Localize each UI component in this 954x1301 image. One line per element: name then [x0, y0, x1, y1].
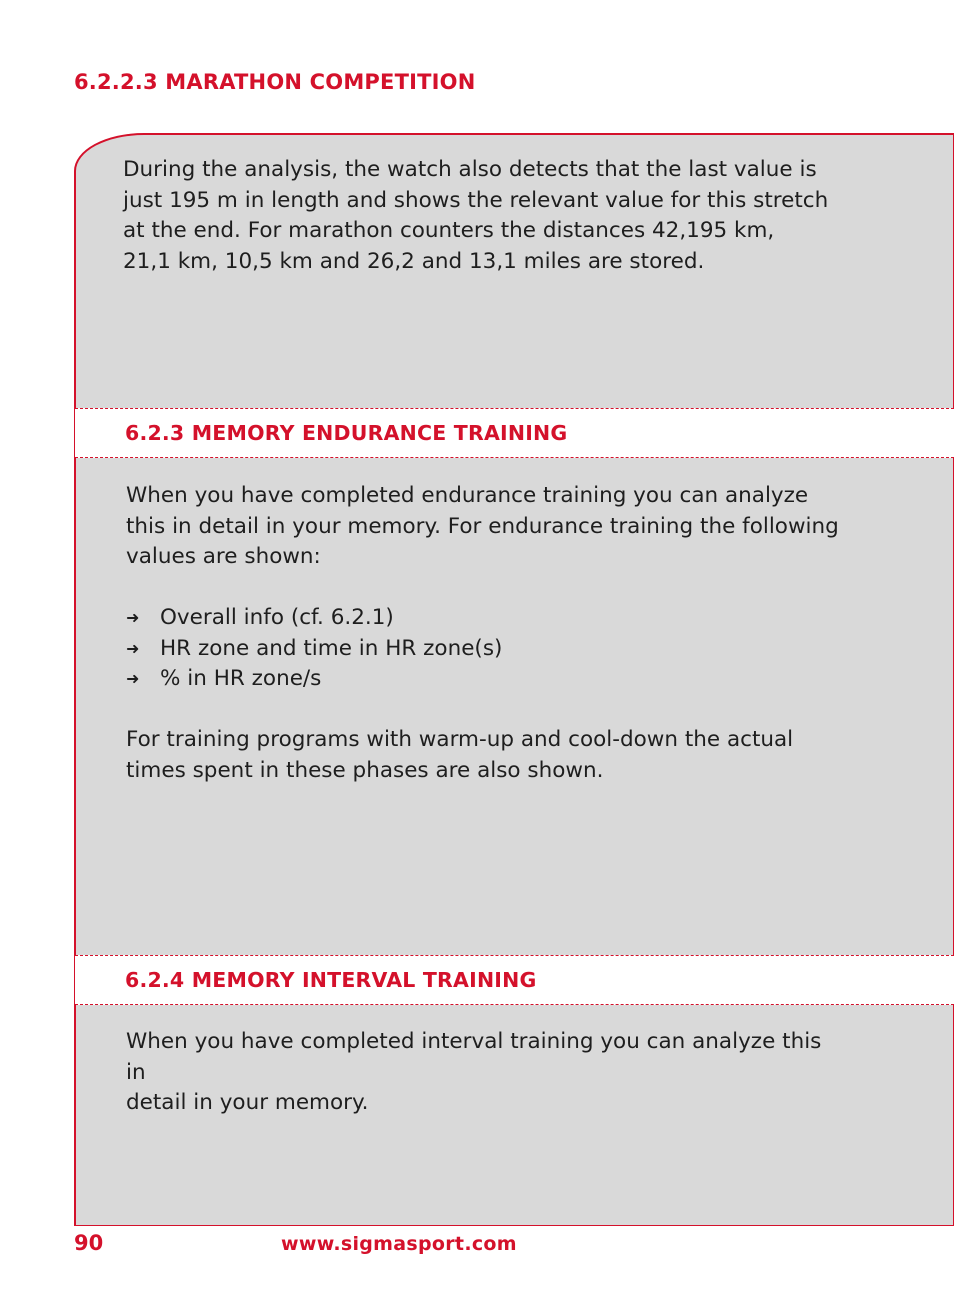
interval-heading-band	[75, 955, 954, 1005]
arrow-right-icon: ➜	[126, 608, 140, 627]
bullet-text: Overall info (cf. 6.2.1)	[160, 605, 394, 630]
endurance-outro-line: times spent in these phases are also shown.	[126, 757, 604, 783]
interval-line: When you have completed interval training you can analyze this in	[126, 1029, 822, 1085]
endurance-heading-band	[75, 408, 954, 458]
bullet-text: % in HR zone/s	[160, 666, 322, 692]
marathon-line: During the analysis, the watch also detects that the last value is	[123, 157, 817, 182]
endurance-intro-line: this in detail in your memory. For endurance training the following	[126, 513, 839, 539]
marathon-paragraph	[123, 155, 843, 278]
website-link[interactable]: www.sigmasport.com	[281, 1233, 517, 1255]
list-item	[126, 634, 502, 665]
interval-paragraph	[126, 1027, 846, 1119]
marathon-line: just 195 m in length and shows the relevant value for this stretch	[123, 187, 829, 213]
endurance-heading: 6.2.3 MEMORY ENDURANCE TRAINING	[125, 421, 568, 445]
endurance-intro-line: When you have completed endurance training you can analyze	[126, 483, 809, 508]
interval-line: detail in your memory.	[126, 1090, 369, 1116]
endurance-outro-line: For training programs with warm-up and cool-down the actual	[126, 727, 794, 752]
endurance-bullet-list	[126, 603, 502, 695]
list-item	[126, 664, 502, 695]
list-item	[126, 603, 502, 634]
page-number: 90	[74, 1231, 104, 1255]
endurance-intro-line: values are shown:	[126, 544, 321, 570]
marathon-line: 21,1 km, 10,5 km and 26,2 and 13,1 miles are stored.	[123, 249, 705, 275]
bullet-text: HR zone and time in HR zone(s)	[160, 635, 503, 661]
section-title: 6.2.2.3 MARATHON COMPETITION	[74, 70, 476, 94]
arrow-right-icon: ➜	[126, 669, 140, 689]
marathon-line: at the end. For marathon counters the distances 42,195 km,	[123, 218, 775, 244]
endurance-outro	[126, 725, 846, 786]
arrow-right-icon: ➜	[126, 638, 140, 658]
endurance-intro	[126, 481, 846, 573]
interval-heading: 6.2.4 MEMORY INTERVAL TRAINING	[125, 968, 537, 992]
